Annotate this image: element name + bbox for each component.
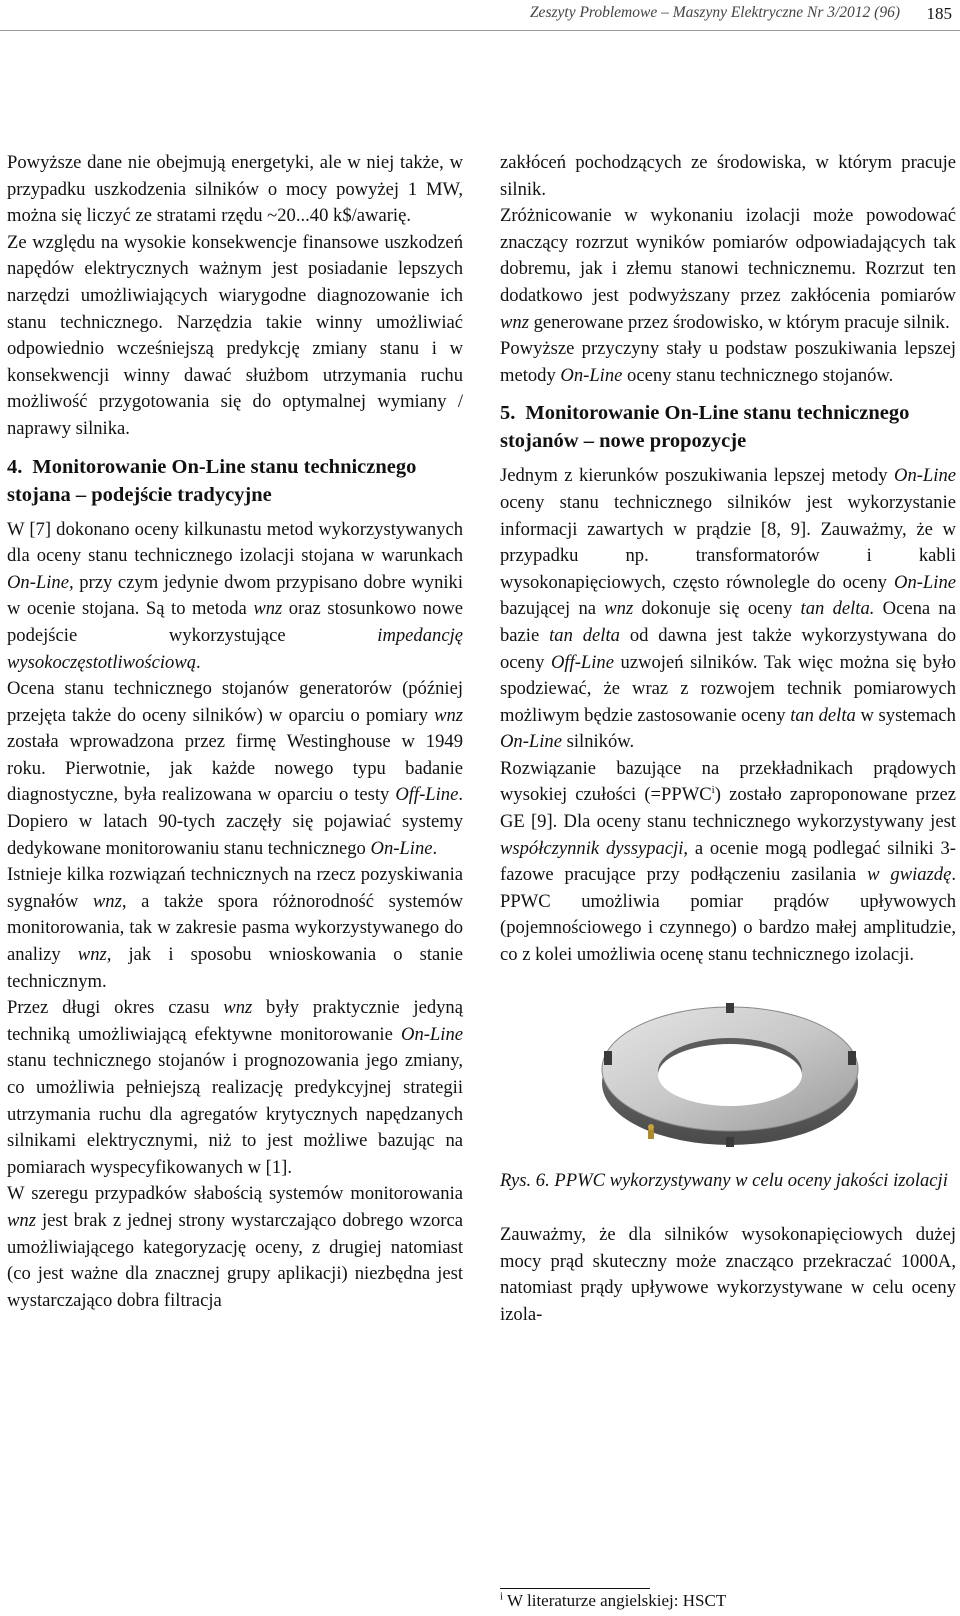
paragraph: Zauważmy, że dla silników wysokonapięciowych dużej mocy prąd skuteczny może znacząco przekraczać 1000A, natomiast prądy upływowe wykorzystywane w celu oceny izola- [500,1224,956,1325]
paragraph: Rozwiązanie bazujące na przekładnikach prądowych wysokiej czułości $(=PPWC^i)$ zostało zaproponowane przez GE [9]. Dla oceny stanu technicznego wykorzystywany jest współczynnik dyssypacji, a ocenie mogą podlegać silniki 3-fazowe pracujące przy podłączeniu zasilania w gwiazdę. PPWC umożliwia pomiar prądów upływowych (pojemnościowego i czynnego) o bardzo małej amplitudzie, co z kolei umożliwia ocenę stanu technicznego izolacji. [500,757,956,966]
paragraph: W szeregu przypadków słabością systemów monitorowania wnz jest brak z jednej strony wystarczająco dobrego wzorca umożliwiającego kategoryzację oceny, z drugiej natomiast (co jest ważne dla znacznej grupy aplikacji) niezbędna jest wystarczająco dobra filtracja [7,1183,463,1311]
footnote-text: W literaturze angielskiej: HSCT [503,1591,727,1610]
section-title: Monitorowanie On-Line stanu technicznego stojanów – nowe propozycje [500,402,910,453]
figure-caption: Rys. 6. PPWC wykorzystywany w celu oceny jakości izolacji [500,1169,948,1191]
figure-ppwc [500,991,956,1156]
ppwc-sensor-image [590,991,870,1156]
footnote-rule [500,1588,650,1589]
paragraph: zakłóceń pochodzących ze środowiska, w którym pracuje silnik. [500,152,956,200]
footnote [500,1590,726,1612]
footnote-mark: i [500,1590,504,1603]
page-header [0,0,960,34]
paragraph: Ocena stanu technicznego stojanów generatorów (później przejęta także do oceny silników) w oparciu o pomiary wnz została wprowadzona przez firmę Westinghouse w 1949 roku. Pierwotnie, jak każde nowego typu badanie diagnostyczne, była realizowana w oparciu o testy Off-Line. Dopiero w latach 90-tych zaczęły się pojawiać systemy dedykowane monitorowaniu stanu technicznego On-Line. [7,678,463,859]
header-rule [0,30,960,31]
section-5-heading [500,399,956,455]
paragraph: Istnieje kilka rozwiązań technicznych na rzecz pozyskiwania sygnałów wnz, a także spora różnorodność systemów monitorowania, tak w zakresie pasma wykorzystywanego do analizy wnz, jak i sposobu wnioskowania o stanie technicznym. [7,864,463,992]
paragraph: W [7] dokonano oceny kilkunastu metod wykorzystywanych dla oceny stanu technicznego izolacji stojana w warunkach On-Line, przy czym jedynie dwom przypisano dobre wyniki w ocenie stojana. Są to metoda wnz oraz stosunkowo nowe podejście wykorzystujące impedancję wysokoczęstotliwościową. [7,518,463,673]
page-number: 185 [926,4,952,23]
paragraph: Powyższe przyczyny stały u podstaw poszukiwania lepszej metody On-Line oceny stanu technicznego stojanów. [500,338,956,386]
section-4-heading [7,453,463,509]
section-number: 5. [500,402,516,425]
paragraph: Zróżnicowanie w wykonaniu izolacji może powodować znaczący rozrzut wyników pomiarów odpowiadających tak dobremu, jak i złemu stanowi technicznemu. Rozrzut ten dodatkowo jest podwyższany przez zakłócenia pomiarów wnz generowane przez środowisko, w którym pracuje silnik. [500,205,956,333]
paragraph: Przez długi okres czasu wnz były praktycznie jedyną techniką umożliwiającą efektywne monitorowanie On-Line stanu technicznego stojanów i prognozowania jego zmiany, co umożliwia pełniejszą realizację predykcyjnej strategii utrzymania ruchu dla agregatów krytycznych napędzanych silnikami elektrycznymi, niż to jest możliwe bazując na pomiarach wyspecyfikowanych w [1]. [7,997,463,1178]
paragraph: Jednym z kierunków poszukiwania lepszej metody On-Line oceny stanu technicznego silników jest wykorzystanie informacji zawartych w prądzie [8, 9]. Zauważmy, że w przypadku np. transformatorów i kabli wysokonapięciowych, często równolegle do oceny On-Line bazującej na wnz dokonuje się oceny tan delta. Ocena na bazie tan delta od dawna jest także wykorzystywana do oceny Off-Line uzwojeń silników. Tak więc można się było spodziewać, że wraz z rozwojem technik pomiarowych możliwym będzie zastosowanie oceny tan delta w systemach On-Line silników. [500,465,956,753]
right-column [500,150,956,1329]
paragraph: Ze względu na wysokie konsekwencje finansowe uszkodzeń napędów elektrycznych ważnym jest posiadanie lepszych narzędzi umożliwiających wiarygodne diagnozowanie ich stanu technicznego. Narzędzia takie winny umożliwiać odpowiednio wcześniejszą predykcję zmiany stanu i w konsekwencji winny dawać służbom utrzymania ruchu możliwość przygotowania się do optymalnej wymiany / naprawy silnika. [7,231,463,439]
left-column [7,150,463,1314]
paragraph: Powyższe dane nie obejmują energetyki, ale w niej także, w przypadku uszkodzenia silników o mocy powyżej 1 MW, można się liczyć ze stratami rzędu ~20...40 k$/awarię. [7,152,463,227]
section-number: 4. [7,455,23,478]
section-title: Monitorowanie On-Line stanu technicznego stojana – podejście tradycyjne [7,455,417,506]
journal-title: Zeszyty Problemowe – Maszyny Elektryczne Nr 3/2012 (96) [529,4,900,21]
